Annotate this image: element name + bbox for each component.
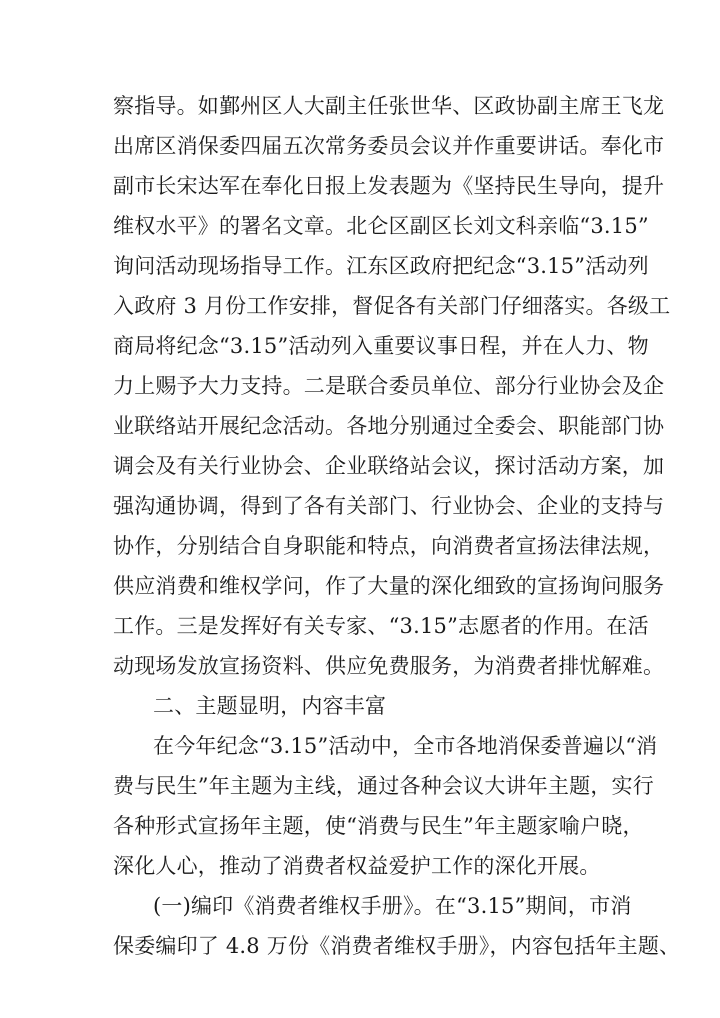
text-line: 调会及有关行业协会、企业联络站会议，探讨活动方案，加 <box>113 454 665 478</box>
text-line: 工作。三是发挥好有关专家、“3.15”志愿者的作用。在活 <box>113 614 649 638</box>
text-line: 费与民生”年主题为主线，通过各种会议大讲年主题，实行 <box>113 774 654 798</box>
text-line: 商局将纪念“3.15”活动列入重要议事日程，并在人力、物 <box>113 334 649 358</box>
text-line: 协作，分别结合自身职能和特点，向消费者宣扬法律法规， <box>113 534 665 558</box>
text-line: 深化人心，推动了消费者权益爱护工作的深化开展。 <box>113 854 601 878</box>
text-line: 各种形式宣扬年主题，使“消费与民生”年主题家喻户晓， <box>113 814 644 838</box>
text-line: 察指导。如鄞州区人大副主任张世华、区政协副主席王飞龙 <box>113 94 665 118</box>
subsection-heading-line: (一)编印《消费者维权手册》。在“3.15”期间，市消 <box>153 894 632 918</box>
text-line: 供应消费和维权学问，作了大量的深化细致的宣扬询问服务 <box>113 574 665 598</box>
text-line: 出席区消保委四届五次常务委员会议并作重要讲话。奉化市 <box>113 134 665 158</box>
text-line: 入政府 3 月份工作安排，督促各有关部门仔细落实。各级工 <box>113 294 671 318</box>
text-line: 保委编印了 4.8 万份《消费者维权手册》，内容包括年主题、 <box>113 934 681 958</box>
text-line: 强沟通协调，得到了各有关部门、行业协会、企业的支持与 <box>113 494 665 518</box>
text-line: 询问活动现场指导工作。江东区政府把纪念“3.15”活动列 <box>113 254 649 278</box>
text-line: 维权水平》的署名文章。北仑区副区长刘文科亲临“3.15” <box>113 214 649 238</box>
text-line: 力上赐予大力支持。二是联合委员单位、部分行业协会及企 <box>113 374 665 398</box>
text-line: 副市长宋达军在奉化日报上发表题为《坚持民生导向，提升 <box>113 174 665 198</box>
text-line: 在今年纪念“3.15”活动中，全市各地消保委普遍以“消 <box>153 734 658 758</box>
text-line: 业联络站开展纪念活动。各地分别通过全委会、职能部门协 <box>113 414 665 438</box>
text-line: 动现场发放宣扬资料、供应免费服务，为消费者排忧解难。 <box>113 654 665 678</box>
section-heading: 二、主题显明，内容丰富 <box>153 694 387 718</box>
